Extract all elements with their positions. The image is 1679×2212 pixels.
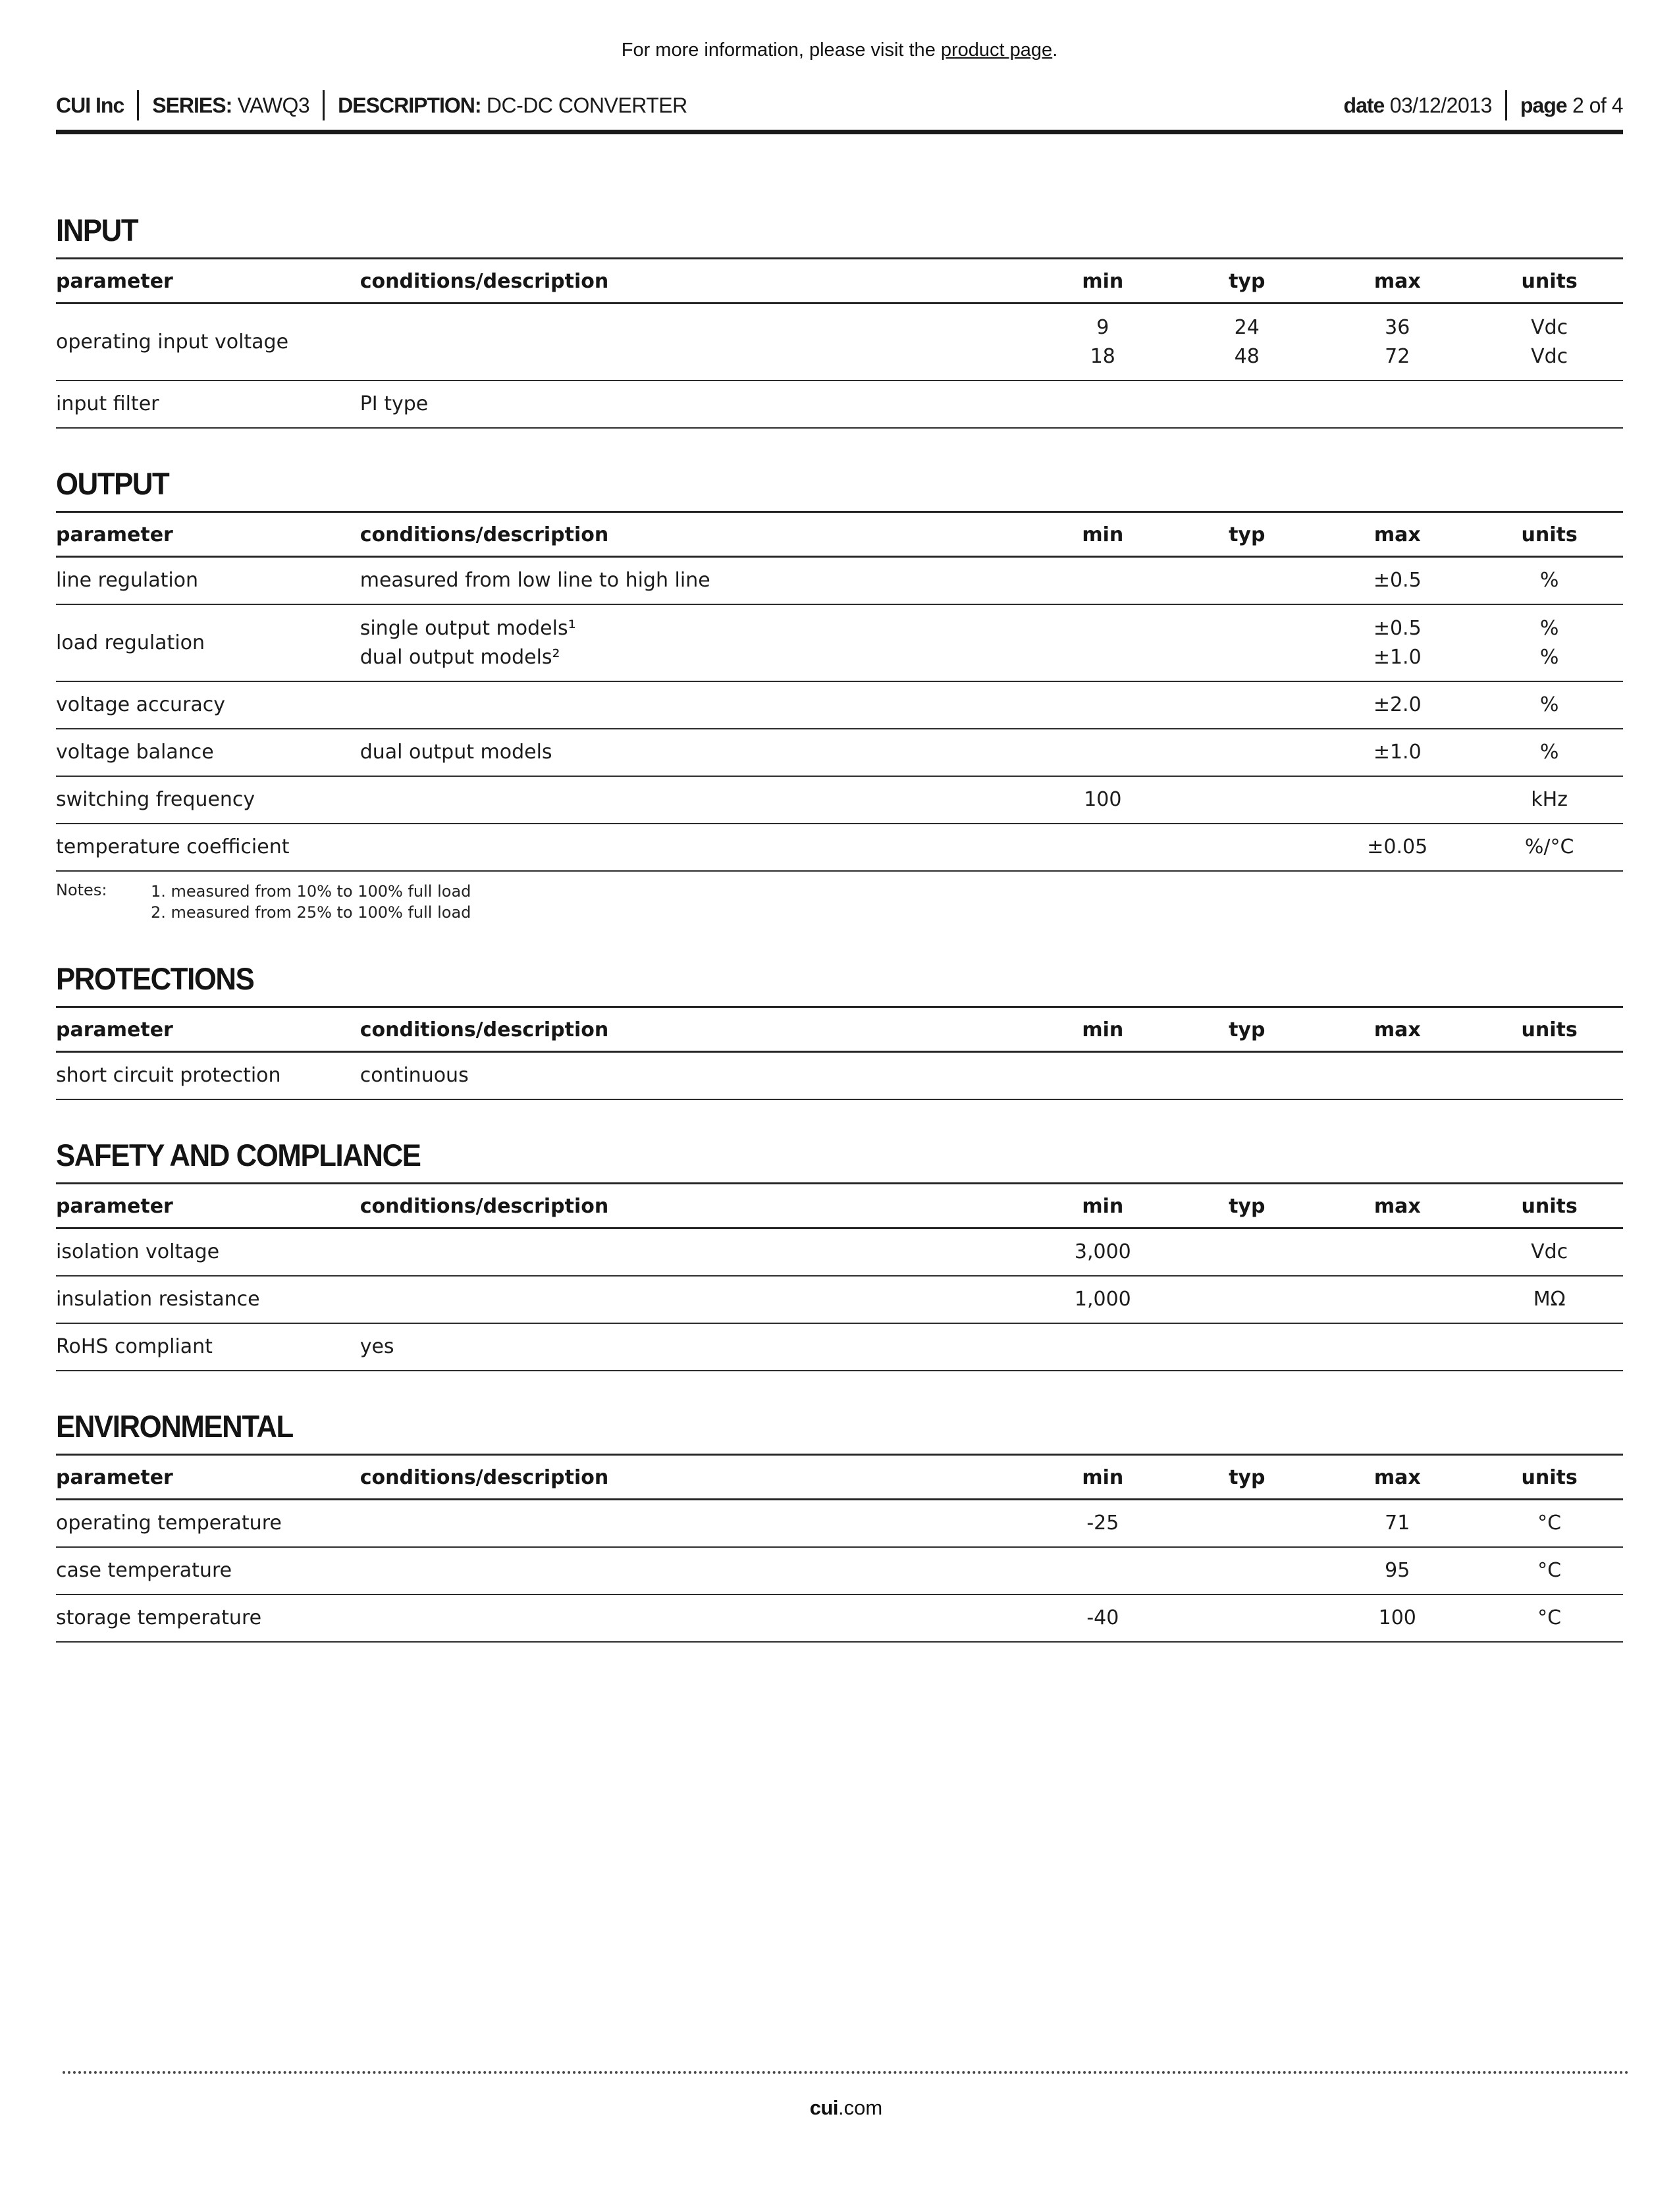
cell-min (1030, 1323, 1175, 1371)
protections-table-header-row (56, 1007, 1623, 1051)
cell-units (1476, 604, 1623, 681)
col-header-conditions: conditions/description (360, 1183, 1031, 1228)
col-header-units: units (1476, 1183, 1623, 1228)
separator-bar (137, 90, 139, 120)
cell-max: 95 (1319, 1547, 1476, 1594)
cell-parameter: case temperature (56, 1547, 360, 1594)
value-line: % (1539, 617, 1559, 640)
cell-typ (1175, 681, 1319, 729)
col-header-parameter: parameter (56, 1454, 360, 1499)
cell-max (1319, 381, 1476, 428)
condition-line: single output models¹ (360, 617, 576, 640)
col-header-typ: typ (1175, 259, 1319, 303)
value-line: ±0.5 (1373, 617, 1422, 640)
section-title-environmental: ENVIRONMENTAL (56, 1408, 293, 1444)
row-temperature-coefficient (56, 824, 1623, 871)
cell-conditions (360, 1276, 1031, 1323)
col-header-conditions: conditions/description (360, 1007, 1031, 1051)
cell-typ (1175, 303, 1319, 381)
cell-units (1476, 1323, 1623, 1371)
cell-parameter: operating input voltage (56, 303, 360, 381)
cell-parameter: input filter (56, 381, 360, 428)
col-header-min: min (1030, 1183, 1175, 1228)
note-item-1: 1. measured from 10% to 100% full load (151, 882, 471, 901)
cell-parameter: short circuit protection (56, 1051, 360, 1099)
output-notes (56, 881, 1623, 924)
cell-typ (1175, 1547, 1319, 1594)
value-line: 48 (1234, 344, 1260, 368)
cell-max: ±1.0 (1319, 729, 1476, 776)
notes-list (151, 881, 471, 924)
cell-min: -25 (1030, 1499, 1175, 1547)
top-note (56, 40, 1623, 61)
separator-bar (323, 90, 325, 120)
cell-typ (1175, 1594, 1319, 1642)
section-protections (56, 961, 1623, 1100)
cell-conditions (360, 604, 1031, 681)
col-header-typ: typ (1175, 1454, 1319, 1499)
date-value: 03/12/2013 (1389, 93, 1492, 117)
cell-units (1476, 1051, 1623, 1099)
cell-conditions (360, 1228, 1031, 1276)
col-header-max: max (1319, 512, 1476, 557)
row-storage-temperature (56, 1594, 1623, 1642)
cell-parameter: load regulation (56, 604, 360, 681)
page-footer (63, 2071, 1630, 2120)
cell-conditions (360, 1547, 1031, 1594)
cell-min (1030, 604, 1175, 681)
cell-min (1030, 303, 1175, 381)
cell-max: ±0.5 (1319, 557, 1476, 605)
cell-parameter: operating temperature (56, 1499, 360, 1547)
series-label: SERIES: (152, 93, 232, 117)
condition-line: dual output models² (360, 645, 560, 669)
col-header-typ: typ (1175, 1183, 1319, 1228)
value-line: ±1.0 (1373, 645, 1422, 669)
section-safety (56, 1137, 1623, 1371)
cell-conditions: dual output models (360, 729, 1031, 776)
cell-max: 100 (1319, 1594, 1476, 1642)
series-field (152, 93, 309, 118)
col-header-conditions: conditions/description (360, 1454, 1031, 1499)
cell-units: Vdc (1476, 1228, 1623, 1276)
cell-min (1030, 381, 1175, 428)
value-line: 24 (1234, 316, 1260, 339)
col-header-min: min (1030, 259, 1175, 303)
cell-min (1030, 824, 1175, 871)
col-header-max: max (1319, 1007, 1476, 1051)
cell-parameter: RoHS compliant (56, 1323, 360, 1371)
cell-units: % (1476, 557, 1623, 605)
section-output (56, 465, 1623, 924)
col-header-min: min (1030, 1007, 1175, 1051)
date-label: date (1343, 93, 1385, 117)
cell-max (1319, 1051, 1476, 1099)
col-header-typ: typ (1175, 512, 1319, 557)
footer-dotted-rule (63, 2071, 1630, 2074)
row-line-regulation (56, 557, 1623, 605)
cell-conditions (360, 824, 1031, 871)
cell-parameter: insulation resistance (56, 1276, 360, 1323)
cell-parameter: voltage balance (56, 729, 360, 776)
cell-typ (1175, 729, 1319, 776)
col-header-units: units (1476, 1454, 1623, 1499)
section-environmental (56, 1408, 1623, 1643)
top-note-prefix: For more information, please visit the (621, 40, 941, 61)
row-load-regulation (56, 604, 1623, 681)
cell-conditions (360, 681, 1031, 729)
environmental-table-header-row (56, 1454, 1623, 1499)
col-header-units: units (1476, 259, 1623, 303)
cell-units (1476, 303, 1623, 381)
safety-table-header-row (56, 1183, 1623, 1228)
cell-units (1476, 381, 1623, 428)
col-header-conditions: conditions/description (360, 512, 1031, 557)
cell-parameter: line regulation (56, 557, 360, 605)
value-line: 36 (1385, 316, 1410, 339)
cell-min: -40 (1030, 1594, 1175, 1642)
value-line: 18 (1090, 344, 1115, 368)
page-number: 2 of 4 (1572, 93, 1623, 117)
cell-min: 100 (1030, 776, 1175, 824)
header-right (1344, 90, 1623, 120)
description-label: DESCRIPTION: (338, 93, 481, 117)
datasheet-page (0, 40, 1679, 1643)
cell-conditions (360, 1499, 1031, 1547)
cell-units: °C (1476, 1547, 1623, 1594)
col-header-typ: typ (1175, 1007, 1319, 1051)
cell-min: 3,000 (1030, 1228, 1175, 1276)
cell-typ (1175, 604, 1319, 681)
cell-min (1030, 1051, 1175, 1099)
cell-max (1319, 303, 1476, 381)
cell-units: MΩ (1476, 1276, 1623, 1323)
row-voltage-accuracy (56, 681, 1623, 729)
cell-parameter: storage temperature (56, 1594, 360, 1642)
input-table (56, 257, 1623, 429)
section-input (56, 212, 1623, 429)
row-operating-input-voltage (56, 303, 1623, 381)
header-rule (56, 130, 1623, 134)
col-header-max: max (1319, 1454, 1476, 1499)
cell-conditions (360, 1594, 1031, 1642)
col-header-min: min (1030, 512, 1175, 557)
footer-site-bold: cui (809, 2096, 839, 2119)
col-header-max: max (1319, 1183, 1476, 1228)
cell-min (1030, 729, 1175, 776)
value-line: Vdc (1531, 344, 1568, 368)
cell-typ (1175, 557, 1319, 605)
output-table (56, 511, 1623, 872)
col-header-units: units (1476, 512, 1623, 557)
cell-typ (1175, 1276, 1319, 1323)
footer-site-link[interactable] (63, 2096, 1630, 2120)
col-header-parameter: parameter (56, 259, 360, 303)
cell-units: % (1476, 729, 1623, 776)
cell-max (1319, 1276, 1476, 1323)
cell-max: ±2.0 (1319, 681, 1476, 729)
cell-units: % (1476, 681, 1623, 729)
date-field (1344, 93, 1492, 118)
description-field (338, 93, 687, 118)
product-page-link[interactable]: product page (940, 40, 1053, 61)
cell-parameter: isolation voltage (56, 1228, 360, 1276)
section-title-protections: PROTECTIONS (56, 961, 254, 996)
col-header-conditions: conditions/description (360, 259, 1031, 303)
cell-typ (1175, 824, 1319, 871)
cell-units: kHz (1476, 776, 1623, 824)
company-name: CUI Inc (56, 93, 124, 117)
cell-max (1319, 1228, 1476, 1276)
cell-max (1319, 776, 1476, 824)
cell-conditions (360, 776, 1031, 824)
header-left (56, 90, 687, 120)
protections-table (56, 1006, 1623, 1100)
row-operating-temperature (56, 1499, 1623, 1547)
row-input-filter (56, 381, 1623, 428)
cell-conditions: PI type (360, 381, 1031, 428)
top-note-suffix: . (1052, 40, 1058, 61)
cell-parameter: voltage accuracy (56, 681, 360, 729)
cell-conditions: yes (360, 1323, 1031, 1371)
row-voltage-balance (56, 729, 1623, 776)
cell-conditions (360, 303, 1031, 381)
series-value: VAWQ3 (237, 93, 310, 117)
cell-conditions: measured from low line to high line (360, 557, 1031, 605)
cell-units: %/°C (1476, 824, 1623, 871)
col-header-parameter: parameter (56, 1183, 360, 1228)
cell-typ (1175, 1323, 1319, 1371)
col-header-units: units (1476, 1007, 1623, 1051)
cell-min (1030, 1547, 1175, 1594)
value-line: 72 (1385, 344, 1410, 368)
row-isolation-voltage (56, 1228, 1623, 1276)
cell-typ (1175, 776, 1319, 824)
value-line: Vdc (1531, 316, 1568, 339)
cell-max (1319, 1323, 1476, 1371)
page-label: page (1520, 93, 1567, 117)
col-header-parameter: parameter (56, 1007, 360, 1051)
cell-min: 1,000 (1030, 1276, 1175, 1323)
cell-max: 71 (1319, 1499, 1476, 1547)
environmental-table (56, 1454, 1623, 1643)
document-header (56, 90, 1623, 120)
section-title-output: OUTPUT (56, 466, 169, 501)
cell-parameter: switching frequency (56, 776, 360, 824)
value-line: % (1539, 645, 1559, 669)
col-header-parameter: parameter (56, 512, 360, 557)
section-title-safety: SAFETY AND COMPLIANCE (56, 1137, 421, 1172)
footer-site-rest: .com (838, 2096, 883, 2119)
cell-units: °C (1476, 1594, 1623, 1642)
page-field (1520, 93, 1623, 118)
cell-max (1319, 604, 1476, 681)
output-table-header-row (56, 512, 1623, 557)
cell-max: ±0.05 (1319, 824, 1476, 871)
row-switching-frequency (56, 776, 1623, 824)
cell-min (1030, 681, 1175, 729)
cell-typ (1175, 381, 1319, 428)
safety-table (56, 1182, 1623, 1371)
row-insulation-resistance (56, 1276, 1623, 1323)
cell-parameter: temperature coefficient (56, 824, 360, 871)
cell-min (1030, 557, 1175, 605)
cell-conditions: continuous (360, 1051, 1031, 1099)
col-header-max: max (1319, 259, 1476, 303)
note-item-2: 2. measured from 25% to 100% full load (151, 903, 471, 922)
value-line: 9 (1096, 316, 1109, 339)
cell-units: °C (1476, 1499, 1623, 1547)
col-header-min: min (1030, 1454, 1175, 1499)
cell-typ (1175, 1228, 1319, 1276)
description-value: DC-DC CONVERTER (486, 93, 687, 117)
row-case-temperature (56, 1547, 1623, 1594)
row-rohs-compliant (56, 1323, 1623, 1371)
row-short-circuit-protection (56, 1051, 1623, 1099)
input-table-header-row (56, 259, 1623, 303)
cell-typ (1175, 1051, 1319, 1099)
separator-bar (1505, 90, 1507, 120)
cell-typ (1175, 1499, 1319, 1547)
notes-label: Notes: (56, 881, 107, 899)
section-title-input: INPUT (56, 213, 138, 248)
